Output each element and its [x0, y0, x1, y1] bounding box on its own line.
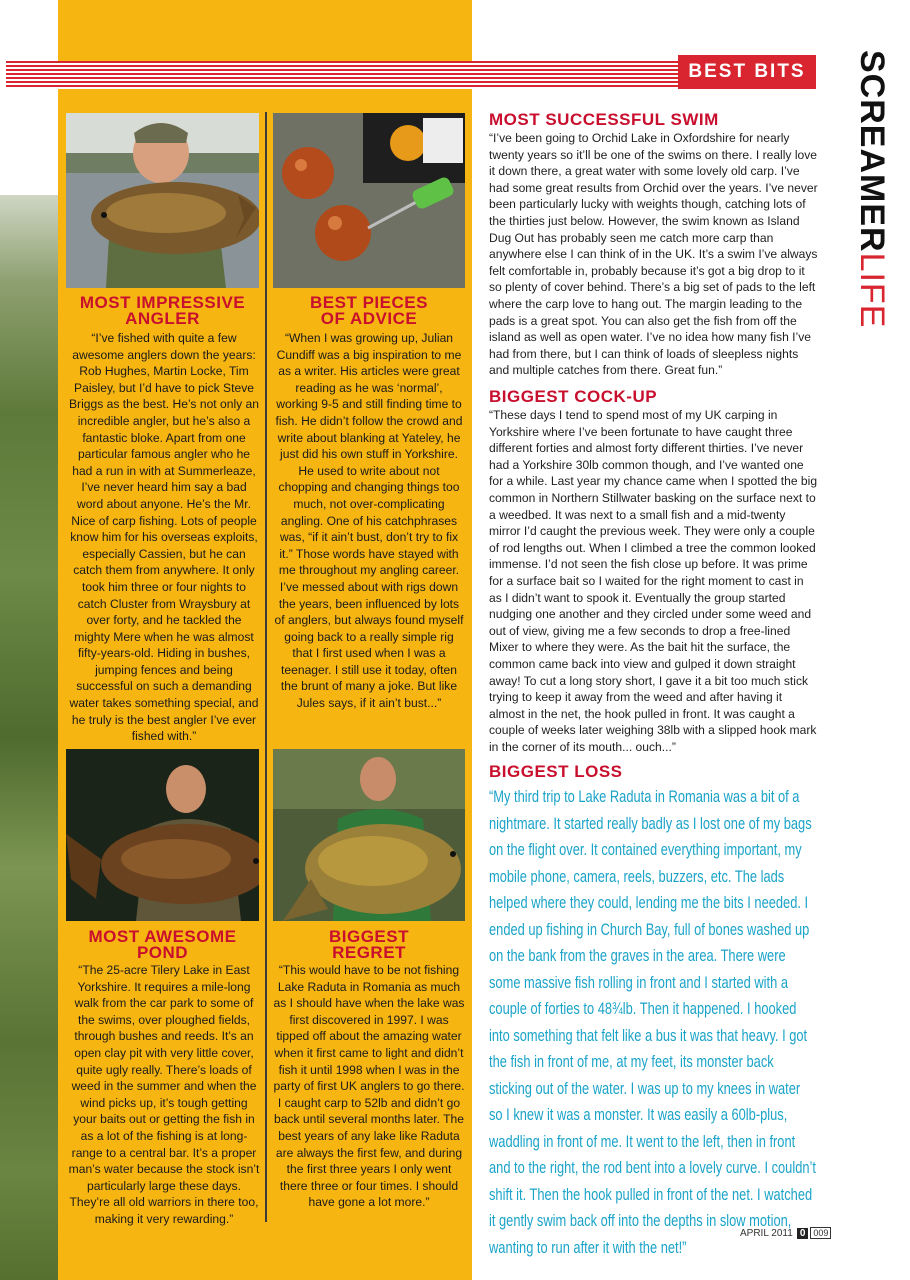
grass-strip-photo [0, 195, 62, 1280]
heading-most-impressive-angler [60, 295, 265, 327]
heading-line: BEST PIECES [310, 293, 428, 312]
heading-biggest-cock-up: BIGGEST COCK-UP [489, 387, 658, 406]
brand-logo [838, 50, 898, 329]
text-most-impressive-angler: “I’ve fished with quite a few awesome anglers down the years: Rob Hughes, Martin Locke, Tim Paisley, but I’d have to pick Steve Briggs as the best. He’s not only an incredible angler, but he’s also a fantastic bloke. Apart from one particular famous angler who he had a run in with at Summerleaze, I’ve never heard him say a bad word about anyone. He’s the Mr. Nice of carp fishing. Lots of people know him for his overseas exploits, especially Cassien, but he can catch them from anywhere. It only took him three or four nights to catch Cluster from Wraysbury at over forty, and he tackled the mighty Mere when he was almost fifty-years-old. Hiding in bushes, jumping fences and being successful on such a demanding water takes something special, and he truly is the best angler I’ve ever fished with.” [68, 331, 260, 744]
photo-angler-common-carp [273, 749, 465, 921]
heading-most-successful-swim: MOST SUCCESSFUL SWIM [489, 110, 719, 129]
heading-line: REGRET [332, 943, 406, 962]
magazine-mark: 0 [797, 1228, 809, 1239]
column-divider [265, 112, 267, 1222]
text-best-pieces-of-advice: “When I was growing up, Julian Cundiff was a big inspiration to me as a writer. His articles were great reading as he was ‘normal’, working 9-5 and still finding time to fish. He didn’t follow the crowd and write about blanking at Yateley, he just did his own stuff in Yorkshire. He used to write about not chopping and changing things too much, not over-complicating angling. One of his catchphrases was, “if it ain’t bust, don’t try to fix it.” Those words have stayed with me throughout my angling career. I’ve messed about with rigs down the years, been influenced by lots of anglers, but always found myself going back to a really simple rig that I first used when I was a teenager. I still use it today, often the brunt of many a joke. But like Jules says, if it ain’t bust...” [274, 331, 464, 711]
brand-main: SCREAMER [853, 50, 891, 253]
red-stripes-rule [6, 61, 678, 89]
heading-line: OF ADVICE [320, 309, 418, 328]
heading-line: MOST IMPRESSIVE [79, 293, 246, 312]
photo-boilies-rig [273, 113, 465, 288]
issue-date: APRIL 2011 [740, 1228, 793, 1239]
heading-line: BIGGEST [328, 927, 409, 946]
text-biggest-cock-up: “These days I tend to spend most of my UK carping in Yorkshire where I’ve been fortunate to have caught three different forties and almost forty different thirties. I’ve never had a Yorkshire 30lb common though, and I’ve wanted one for a while. Last year my chance came when I spotted the big common in Northern Stillwater basking on the surface next to a weedbed. It was next to a small fish and a mid-twenty mirror I’d caught the previous week. They were only a couple of rod lengths out. When I climbed a tree the common looked immense. I’d not seen the fish close up before. It was prime for a surface bait so I waited for the right moment to cast in as I didn’t want to spook it. Eventually the group started nudging one another and they circled under some weed and out of view, giving me a few seconds to drop a free-lined Mixer to where they were. As the bait hit the surface, the common came back into view and gulped it down straight away! To cut a long story short, I gave it a bit too much stick trying to keep it away from the weed and after having it almost in the net, the hook pulled in front. It was caught a couple of weeks later weighing 38lb with a slipped hook mark in the corner of its mouth... ouch...” [489, 408, 818, 754]
text-biggest-regret: “This would have to be not fishing Lake Raduta in Romania as much as I should have when the lake was first discovered in 1997. I was tipped off about the amazing water when it first came to light and didn’t fish it until 1998 when I was in the party of first UK anglers to go there. I caught carp to 52lb and didn’t go back until several months later. The best years of any lake like Raduta are always the first few, and during the first three years I only went there three or four times. I should have gone a lot more.” [273, 963, 465, 1210]
heading-line: POND [136, 943, 189, 962]
heading-biggest-loss: BIGGEST LOSS [489, 762, 623, 781]
brand-accent: LIFE [853, 252, 891, 329]
text-biggest-loss: “My third trip to Lake Raduta in Romania was a bit of a nightmare. It started really badly as I lost one of my bags on the flight over. It contained everything important, my mobile phone, camera, reels, buzzers, etc. The lads helped where they could, lending me the bits I needed. I ended up fishing in Church Bay, full of bones washed up on the bank from the graves in the area. There were some massive fish rolling in front and I started with a couple of forties to 48¾lb. Then it happened. I hooked into something that felt like a bus it was that heavy. I got the fish in front of me, at my feet, its monster back sticking out of the water. I was up to my knees in water so I knew it was a monster. It was easily a 60lb-plus, waddling in front of me. It went to the left, then in front and to the right, the rod bent into a lovely curve. I couldn’t shift it. Then the hook pulled in front of the net. I watched it gently swim back off into the depths in slow motion, wanting to run after it with the net!” [489, 788, 816, 1257]
photo-angler-night-carp [66, 749, 259, 921]
section-label: BEST BITS [678, 55, 816, 89]
heading-line: MOST AWESOME [88, 927, 237, 946]
heading-most-awesome-pond [60, 929, 265, 961]
page-number: 009 [810, 1227, 831, 1239]
heading-line: ANGLER [125, 309, 200, 328]
photo-angler-mirror-carp [66, 113, 259, 288]
text-most-successful-swim: “I’ve been going to Orchid Lake in Oxfordshire for nearly twenty years so it’ll be one of the swims on there. I really love it down there, a great water with some lovely old carp. I’ve had some great results from Orchid over the years. I’ve never been particularly lucky with weights though, catching lots of the thirties just below. However, the swim known as Island Dug Out has probably seen me catch more carp than anywhere else I can think of in the UK. It’s a swim I’ve always felt comfortable in, probably because it’s got a big drop to it so plenty of cover behind. There’s a big set of pads to the left where the carp love to hang out. The margin leading to the pads is a great spot. You can also get the fish from off the island as well as open water. I’ve no idea how many fish I’ve had from there, but I can think of loads of sleepless nights and multiple catches from there. Great fun.” [489, 131, 818, 378]
heading-biggest-regret [270, 929, 468, 961]
footer [740, 1227, 831, 1239]
text-most-awesome-pond: “The 25-acre Tilery Lake in East Yorkshire. It requires a mile-long walk from the car park to some of the swims, over ploughed fields, through bushes and reeds. It’s an open clay pit with very little cover, quite ugly really. There’s loads of weed in the summer and when the wind picks up, it’s tough getting your baits out or getting the fish in as a lot of the fishing is at long-range to a central bar. It’s a proper man’s water because the stock isn’t particularly large these days. They’re all old warriors in there too, making it very rewarding.” [68, 963, 260, 1226]
heading-best-pieces-of-advice [270, 295, 468, 327]
